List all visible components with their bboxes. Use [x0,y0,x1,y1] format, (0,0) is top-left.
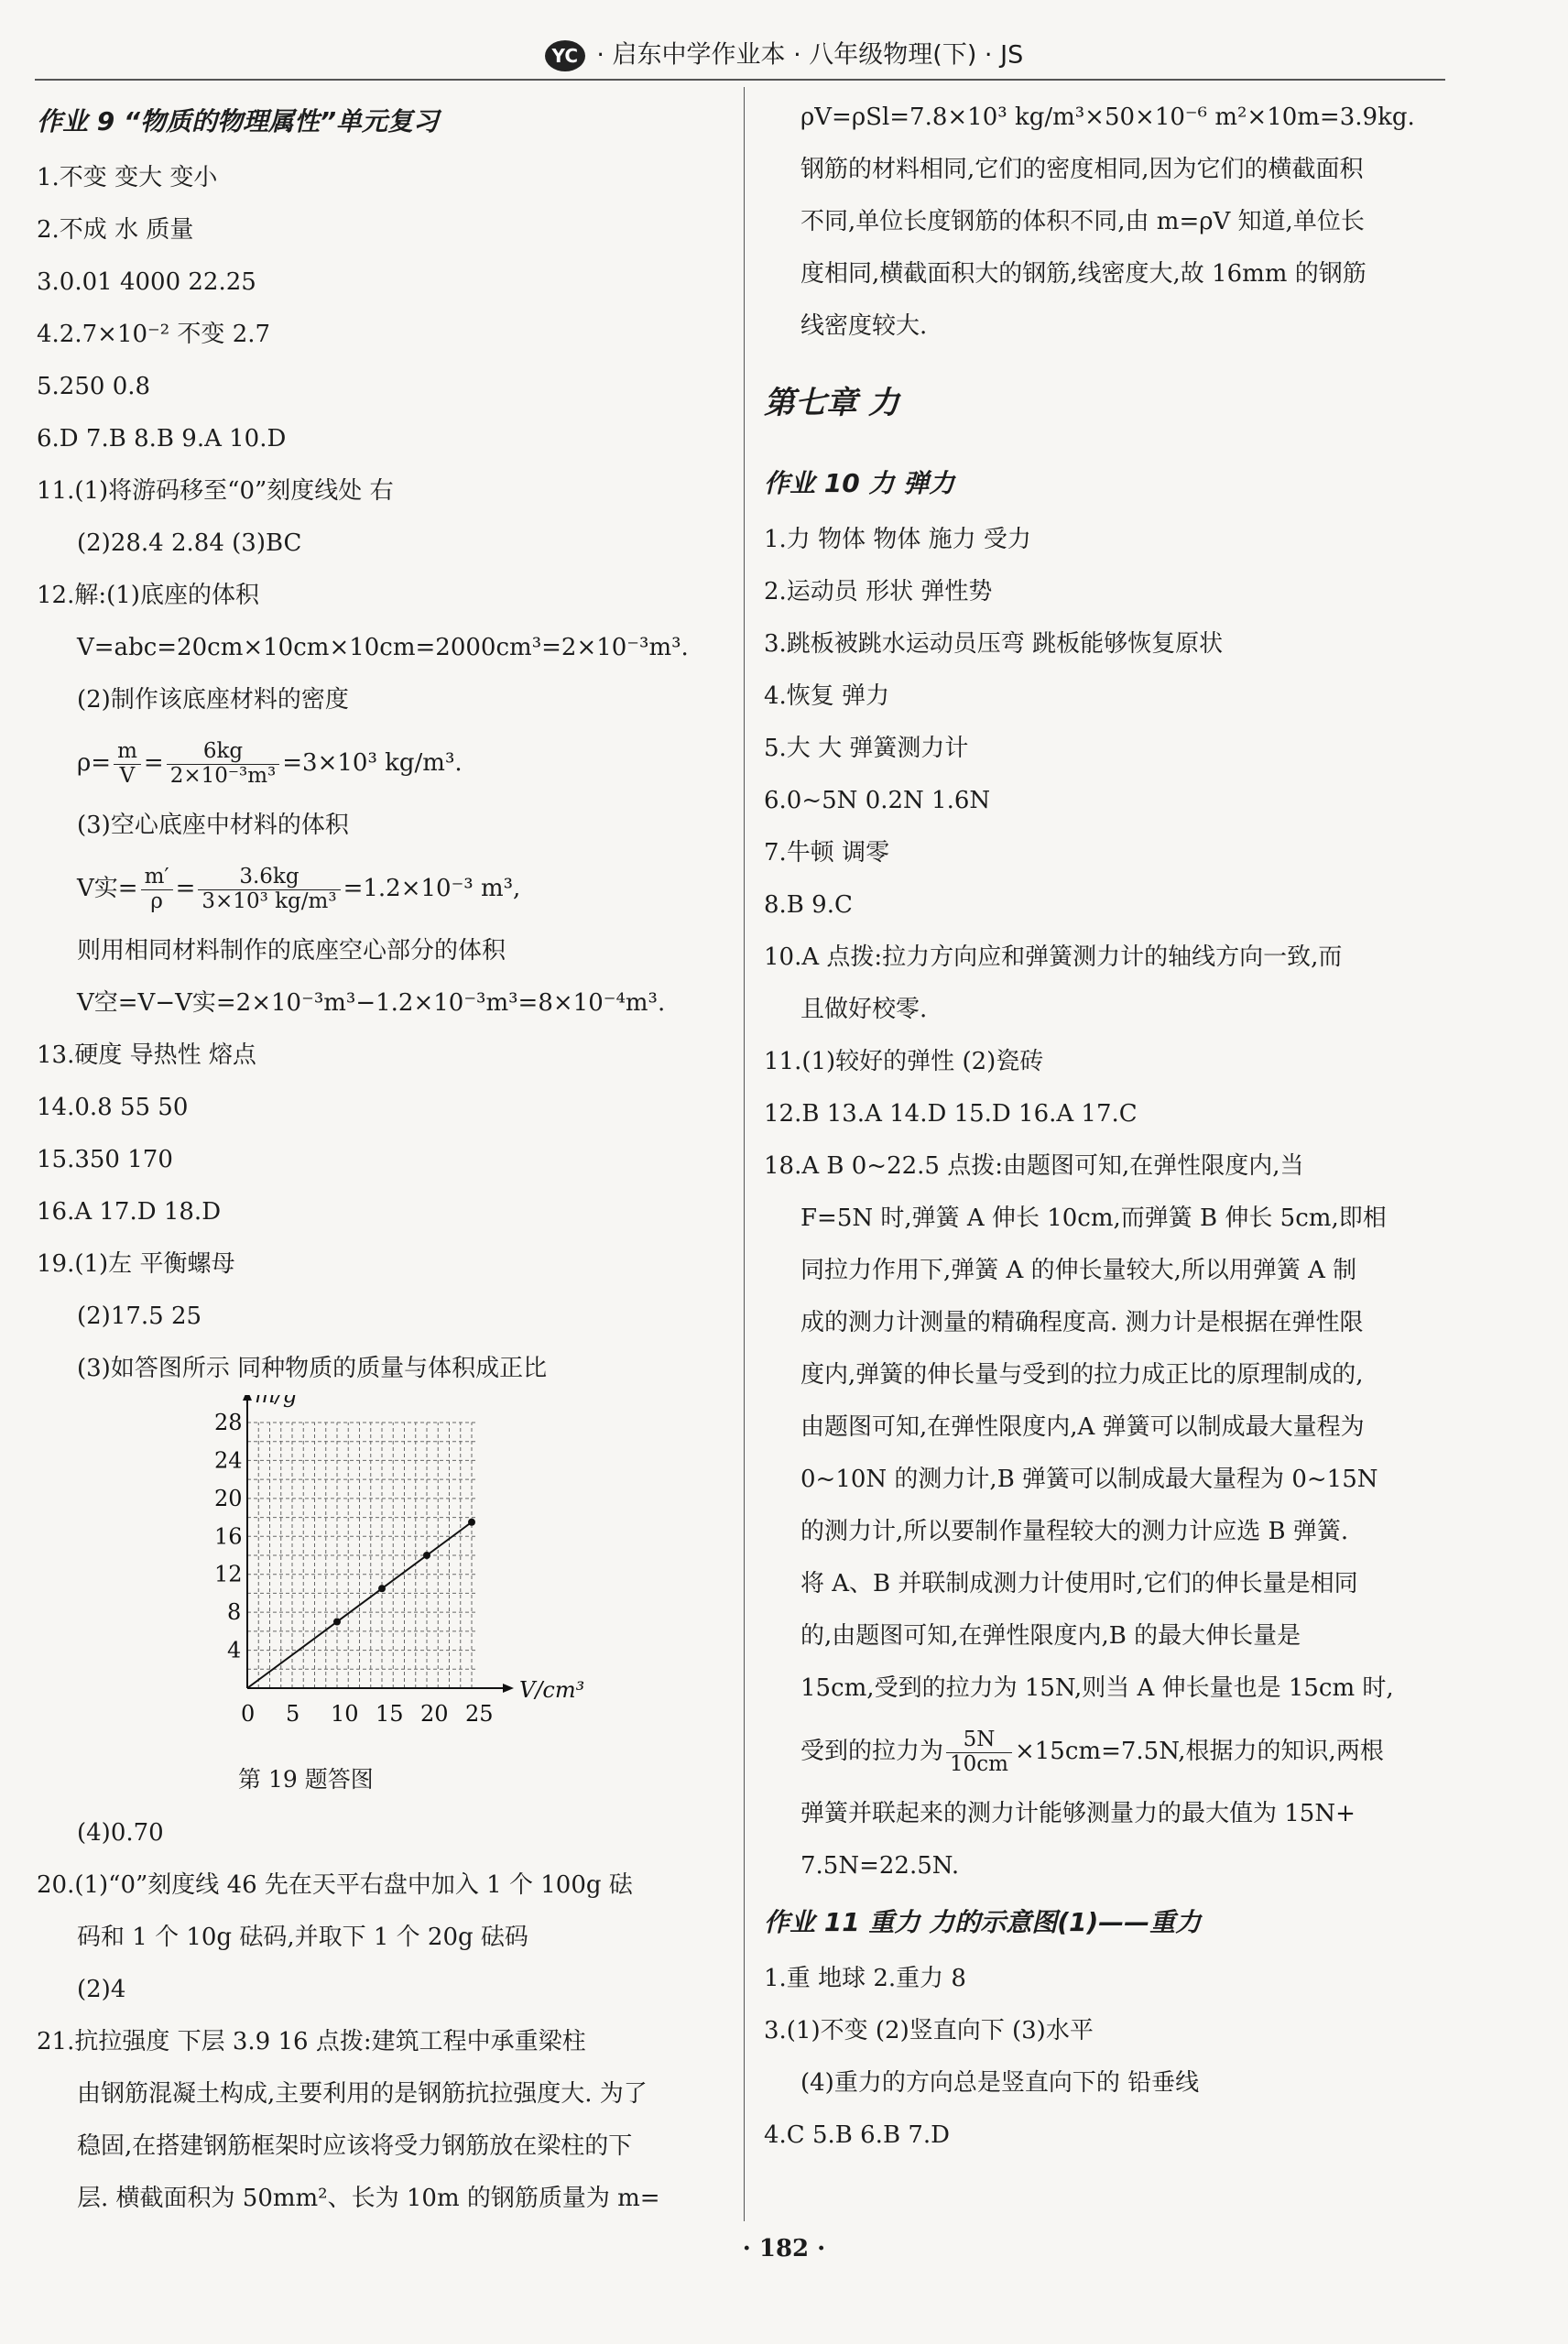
x-tick-label: 0 [241,1701,256,1727]
answer-line: 码和 1 个 10g 砝码,并取下 1 个 20g 砝码 [77,1924,528,1951]
y-tick-label: 8 [227,1599,242,1626]
x-tick-label: 5 [286,1701,300,1727]
answer-line: (2)17.5 25 [77,1303,202,1330]
data-point [468,1519,475,1526]
answer-line: 1.力 物体 物体 施力 受力 [764,526,1031,553]
fraction-numerator: m′ [141,866,173,889]
answer-line: 同拉力作用下,弹簧 A 的伸长量较大,所以用弹簧 A 制 [800,1257,1357,1284]
fraction-denominator: 2×10⁻³m³ [169,763,277,788]
formula-part: ×15cm=7.5N,根据力的知识,两根 [1014,1738,1384,1765]
publisher-logo: YC [545,40,585,71]
formula-part: =3×10³ kg/m³. [282,749,463,777]
fraction-denominator: 3×10³ kg/m³ [201,889,337,913]
answer-line: 成的测力计测量的精确程度高. 测力计是根据在弹性限 [800,1309,1364,1336]
answer-line: 4.C 5.B 6.B 7.D [764,2121,950,2149]
answer-line: 的测力计,所以要制作量程较大的测力计应选 B 弹簧. [800,1518,1349,1545]
answer-line: 19.(1)左 平衡螺母 [37,1250,235,1278]
formula-part: V实= [77,875,138,902]
answer-line: 21.抗拉强度 下层 3.9 16 点拨:建筑工程中承重梁柱 [37,2028,586,2055]
answer-line: (4)重力的方向总是竖直向下的 铅垂线 [800,2069,1200,2097]
answer-line: 18.A B 0~22.5 点拨:由题图可知,在弹性限度内,当 [764,1152,1304,1180]
y-tick-label: 28 [214,1410,243,1435]
volume-formula [37,852,719,925]
fraction-numerator: 5N [946,1728,1012,1752]
answer-line: (3)空心底座中材料的体积 [77,812,349,839]
answer-line: 的,由题图可知,在弹性限度内,B 的最大伸长量是 [800,1622,1301,1650]
answer-line: 3.0.01 4000 22.25 [37,268,256,296]
x-tick-label: 25 [465,1701,494,1727]
y-tick-label: 4 [227,1637,242,1663]
x-axis-label: V/cm³ [519,1677,585,1703]
y-axis-arrow [243,1395,252,1401]
answer-line: 度内,弹簧的伸长量与受到的拉力成正比的原理制成的, [800,1361,1364,1389]
answer-line: 14.0.8 55 50 [37,1094,189,1121]
answer-line: 1.重 地球 2.重力 8 [764,1965,966,1992]
fraction-numerator: 6kg [167,740,280,764]
answer-line: F=5N 时,弹簧 A 伸长 10cm,而弹簧 B 伸长 5cm,即相 [800,1205,1387,1232]
answer-line: 12.解:(1)底座的体积 [37,582,259,609]
y-tick-label: 16 [214,1523,243,1550]
answer-line: (2)4 [77,1976,126,2003]
answer-line: 2.不成 水 质量 [37,216,194,244]
answer-line: 20.(1)“0”刻度线 46 先在天平右盘中加入 1 个 100g 砝 [37,1871,633,1899]
answer-line: 13.硬度 导热性 熔点 [37,1041,256,1069]
fraction [114,740,141,788]
fraction-denominator: ρ [150,889,163,913]
answer-line: ρV=ρSl=7.8×10³ kg/m³×50×10⁻⁶ m²×10m=3.9kg. [800,104,1415,131]
answer-line: 线密度较大. [800,312,928,340]
answer-line: 4.恢复 弹力 [764,682,890,710]
answer-line: V空=V−V实=2×10⁻³m³−1.2×10⁻³m³=8×10⁻⁴m³. [77,989,666,1017]
fraction [141,866,173,913]
force-fraction-line [764,1715,1451,1788]
answer-line: (3)如答图所示 同种物质的质量与体积成正比 [77,1355,548,1382]
answer-line: 6.D 7.B 8.B 9.A 10.D [37,425,287,452]
y-axis-label: m/g [255,1395,298,1408]
header-title: · 启东中学作业本 · 八年级物理(下) · JS [596,40,1024,70]
answer-line: V=abc=20cm×10cm×10cm=2000cm³=2×10⁻³m³. [77,634,689,661]
fraction-denominator: V [119,763,136,788]
x-tick-label: 10 [331,1701,359,1727]
answer-line: (2)28.4 2.84 (3)BC [77,529,302,557]
formula-part: =1.2×10⁻³ m³, [343,875,521,902]
fraction-numerator: m [114,740,141,764]
right-column [764,92,1451,2162]
y-tick-label: 20 [214,1485,243,1511]
fraction-denominator: 10cm [950,1751,1008,1776]
chapter-title: 第七章 力 [764,385,899,421]
answer-line: 2.运动员 形状 弹性势 [764,578,993,605]
answer-line: 3.(1)不变 (2)竖直向下 (3)水平 [764,2017,1094,2044]
left-column [37,92,719,2225]
section-title-11: 作业 11 重力 力的示意图(1)——重力 [764,1907,1202,1937]
answer-line: 0~10N 的测力计,B 弹簧可以制成最大量程为 0~15N [800,1466,1378,1493]
answer-line: 7.牛顿 调零 [764,839,890,867]
answer-line: 4.2.7×10⁻² 不变 2.7 [37,321,271,348]
formula-part: 受到的拉力为 [800,1738,944,1765]
answer-line: 15.350 170 [37,1146,173,1173]
answer-line: 由钢筋混凝土构成,主要利用的是钢筋抗拉强度大. 为了 [77,2080,648,2108]
fraction-numerator: 3.6kg [198,866,340,889]
header-rule [35,79,1445,81]
mass-volume-chart [37,1395,719,1752]
answer-line: 8.B 9.C [764,891,853,919]
formula-part: ρ= [77,749,112,777]
answer-line: 稳固,在搭建钢筋框架时应该将受力钢筋放在梁柱的下 [77,2132,633,2160]
section-title-10: 作业 10 力 弹力 [764,468,955,498]
answer-line: 6.0~5N 0.2N 1.6N [764,787,991,814]
formula-part: = [143,749,164,777]
chart-svg [37,1395,719,1752]
fraction [167,740,280,788]
answer-line: 5.大 大 弹簧测力计 [764,735,969,762]
answer-line: 将 A、B 并联制成测力计使用时,它们的伸长量是相同 [800,1570,1358,1597]
answer-line: 层. 横截面积为 50mm²、长为 10m 的钢筋质量为 m= [77,2185,660,2212]
fraction [946,1728,1012,1776]
answer-line: 3.跳板被跳水运动员压弯 跳板能够恢复原状 [764,630,1224,658]
answer-line: 11.(1)较好的弹性 (2)瓷砖 [764,1048,1044,1075]
answer-line: 则用相同材料制作的底座空心部分的体积 [77,937,506,965]
data-point [423,1552,430,1559]
answer-line: 度相同,横截面积大的钢筋,线密度大,故 16mm 的钢筋 [800,260,1367,288]
answer-line: 由题图可知,在弹性限度内,A 弹簧可以制成最大量程为 [800,1413,1365,1441]
fraction [198,866,340,913]
answer-line: (4)0.70 [77,1819,164,1847]
answer-line: 16.A 17.D 18.D [37,1198,222,1226]
answer-line: 7.5N=22.5N. [800,1852,960,1880]
answer-line: 12.B 13.A 14.D 15.D 16.A 17.C [764,1100,1138,1128]
density-formula [37,726,719,800]
data-point [333,1619,341,1626]
column-divider [744,87,745,2221]
page-header [0,27,1568,82]
chart-caption: 第 19 题答图 [238,1766,374,1793]
answer-line: 1.不变 变大 变小 [37,164,218,191]
answer-line: 钢筋的材料相同,它们的密度相同,因为它们的横截面积 [800,156,1364,183]
answer-line: 弹簧并联起来的测力计能够测量力的最大值为 15N+ [800,1800,1356,1827]
answer-line: (2)制作该底座材料的密度 [77,686,349,714]
answer-line: 11.(1)将游码移至“0”刻度线处 右 [37,477,394,505]
answer-line: 15cm,受到的拉力为 15N,则当 A 伸长量也是 15cm 时, [800,1674,1394,1702]
y-tick-label: 24 [214,1447,243,1474]
section-title-9: 作业 9 “物质的物理属性”单元复习 [37,106,440,136]
formula-part: = [175,875,196,902]
answer-line: 且做好校零. [800,996,928,1023]
page-number: · 182 · [742,2235,826,2262]
answer-line: 不同,单位长度钢筋的体积不同,由 m=ρV 知道,单位长 [800,208,1365,235]
y-tick-label: 12 [214,1561,243,1587]
answer-line: 10.A 点拨:拉力方向应和弹簧测力计的轴线方向一致,而 [764,943,1343,971]
x-tick-label: 15 [376,1701,404,1727]
data-point [378,1585,386,1592]
x-axis-arrow [503,1684,514,1693]
answer-line: 5.250 0.8 [37,373,151,400]
x-tick-label: 20 [420,1701,449,1727]
